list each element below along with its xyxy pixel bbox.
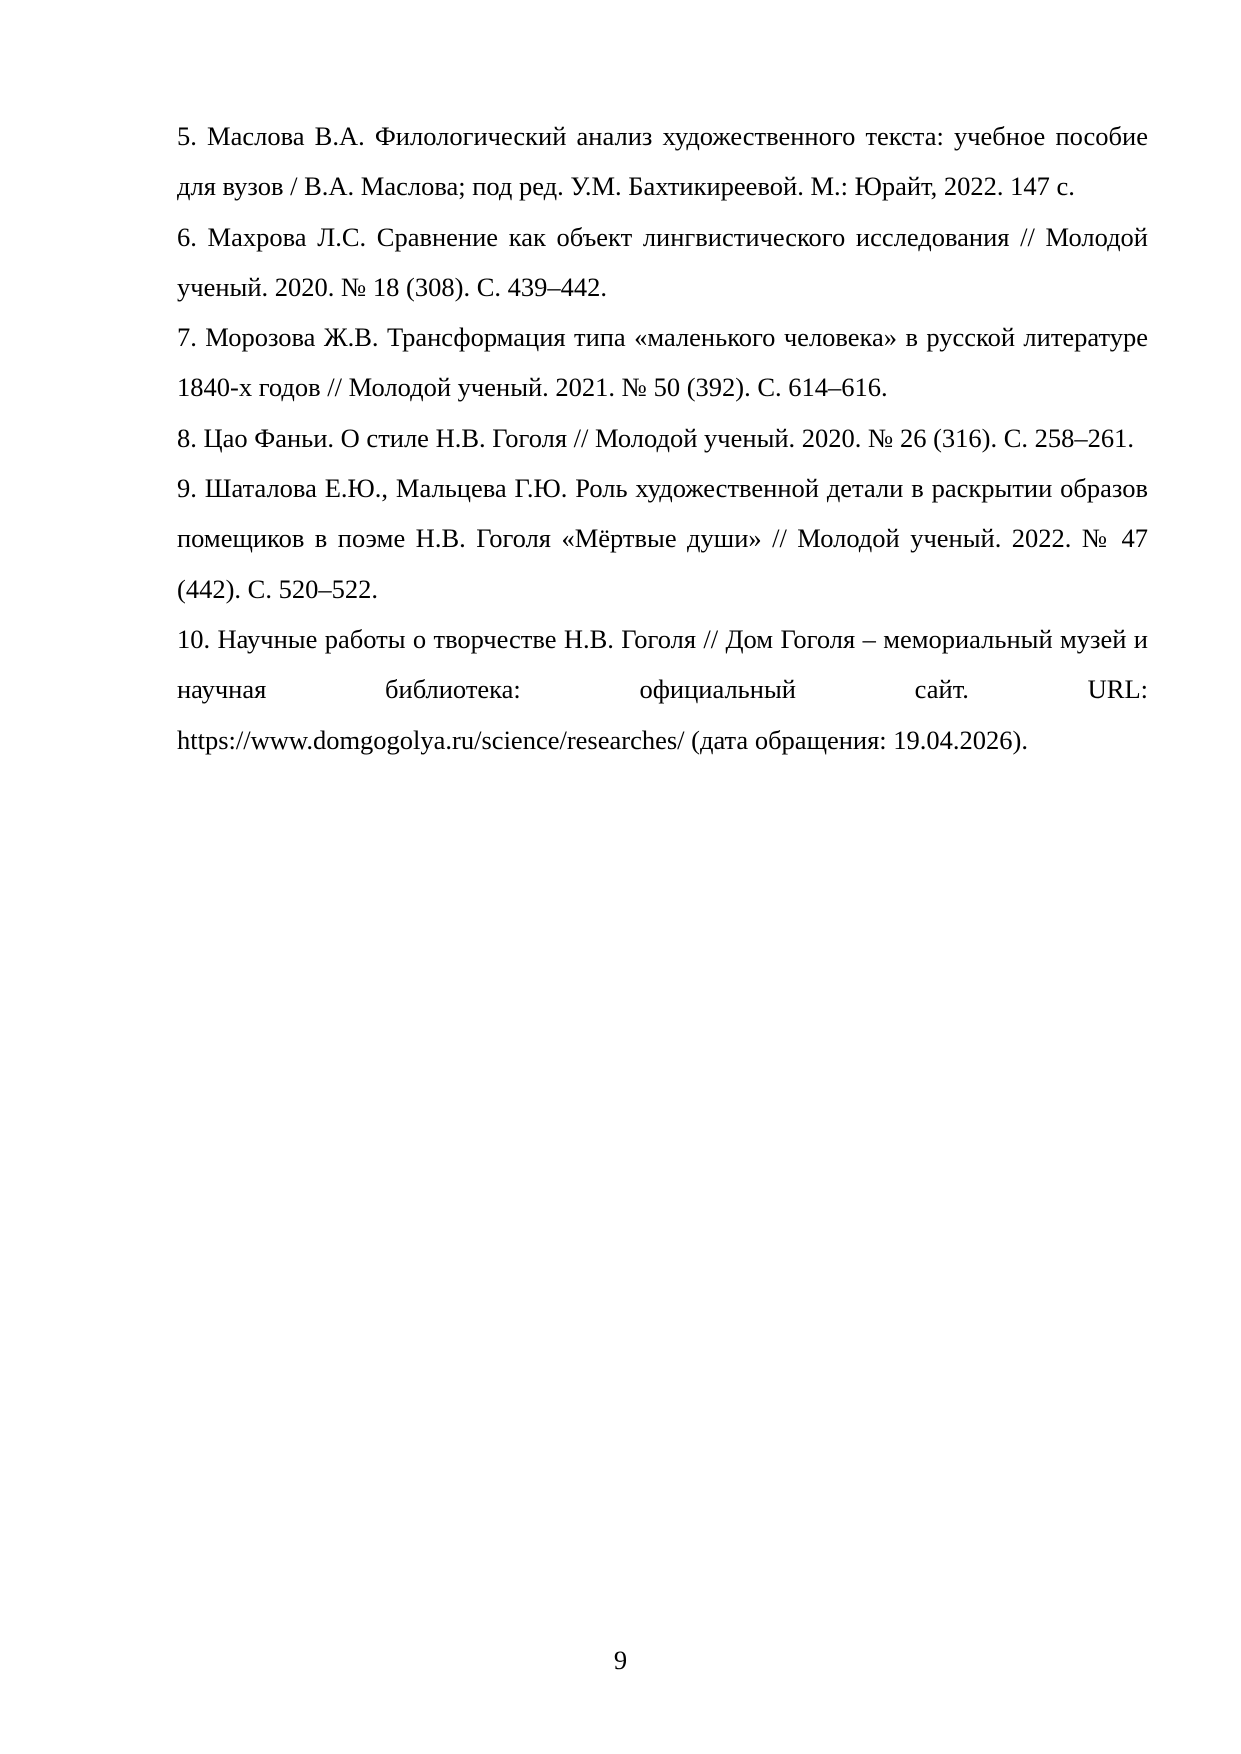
reference-item-6: 6. Махрова Л.С. Сравнение как объект лингвистического исследования // Молодой ученый. 2020. № 18 (308). С. 439–442.: [177, 221, 1148, 302]
page-number: 9: [613, 1645, 628, 1675]
reference-item-7: 7. Морозова Ж.В. Трансформация типа «маленького человека» в русской литературе 1840-х годов // Молодой ученый. 2021. № 50 (392). С. 614–616.: [177, 322, 1148, 403]
reference-list: [177, 111, 1148, 765]
reference-item-9: 9. Шаталова Е.Ю., Мальцева Г.Ю. Роль художественной детали в раскрытии образов помещиков в поэме Н.В. Гоголя «Мёртвые души» // Молодой ученый. 2022. № 47 (442). С. 520–522.: [177, 473, 1148, 604]
reference-item-10: 10. Научные работы о творчестве Н.В. Гоголя // Дом Гоголя – мемориальный музей и научная библиотека: официальный сайт. URL: https://www.domgogolya.ru/science/researches/ (дата обращения: 19.04.2026).: [177, 623, 1148, 755]
reference-item-8: 8. Цао Фаньи. О стиле Н.В. Гоголя // Молодой ученый. 2020. № 26 (316). С. 258–261.: [177, 422, 1135, 453]
reference-item-5: 5. Маслова В.А. Филологический анализ художественного текста: учебное пособие для вузов / В.А. Маслова; под ред. У.М. Бахтикиреевой. М.: Юрайт, 2022. 147 с.: [177, 121, 1148, 202]
